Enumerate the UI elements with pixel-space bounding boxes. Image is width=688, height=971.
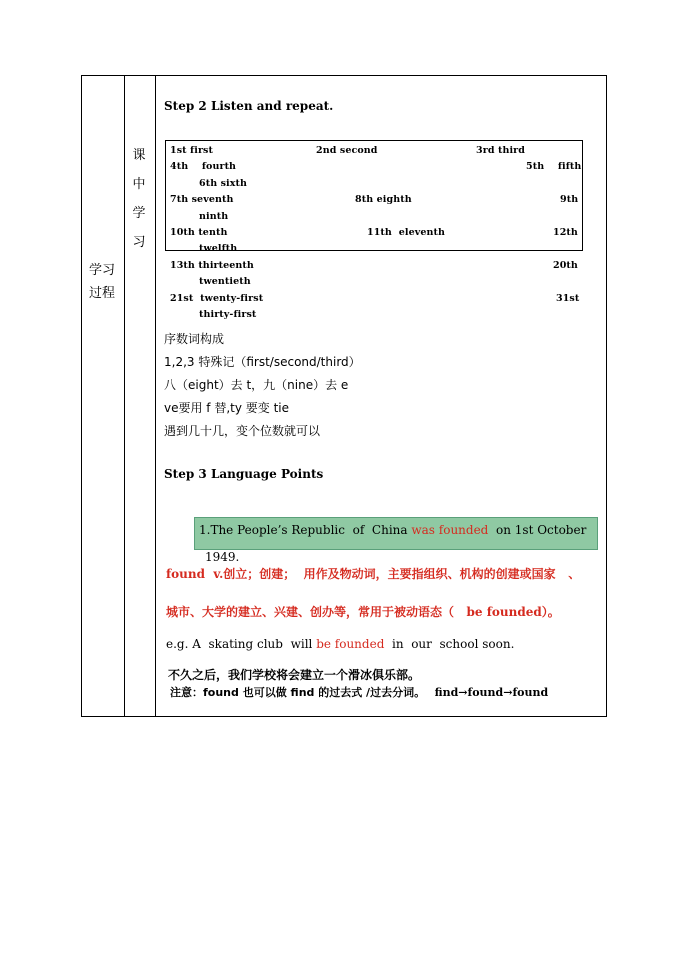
table-top-border: [81, 75, 607, 76]
table-right-border: [606, 75, 607, 717]
example-pre: e.g. A skating club will: [166, 637, 317, 651]
example-translation: 不久之后，我们学校将会建立一个滑冰俱乐部。: [168, 668, 421, 682]
ordinal-3: 3rd third: [476, 145, 526, 156]
rule-line-4: ve要用 f 替,ty 要变 tie: [164, 401, 290, 415]
table-left-border: [81, 75, 82, 717]
ordinal-8: 8th eighth: [355, 194, 412, 205]
language-point-1: [199, 523, 586, 537]
ordinal-2: 2nd second: [316, 145, 378, 156]
ordinal-10: ninth: [199, 211, 229, 222]
ordinal-6: 6th sixth: [199, 178, 248, 189]
ordinal-16: 20th: [553, 260, 578, 271]
found-definition-2: 城市、大学的建立、兴建、创办等，常用于被动语态（ be founded）。: [166, 605, 560, 619]
rule-line-1: 序数词构成: [164, 332, 225, 346]
step2-title: Step 2 Listen and repeat.: [164, 99, 334, 113]
table-col-divider-2: [155, 75, 156, 717]
note-chain: find→found→found: [434, 686, 549, 699]
ordinal-18: 21st twenty-first: [170, 293, 264, 304]
ordinal-5: 5th fifth: [526, 161, 582, 172]
ordinal-19: 31st: [556, 293, 580, 304]
section-label-1: 学习: [89, 263, 116, 278]
ordinal-15: 13th thirteenth: [170, 260, 254, 271]
ordinal-13: 12th: [553, 227, 578, 238]
subsection-label: [128, 141, 150, 257]
ordinal-20: thirty-first: [199, 309, 257, 320]
ordinal-4: 4th fourth: [170, 161, 237, 172]
ordinal-17: twentieth: [199, 276, 251, 287]
lp1-year: 1949.: [205, 550, 240, 564]
example-sentence: [166, 637, 514, 651]
lp1-pre: 1.The People’s Republic of China: [199, 523, 412, 537]
example-highlight: be founded: [316, 637, 385, 651]
note-line: [170, 684, 548, 700]
rule-line-3: 八（eight）去 t，九（nine）去 e: [164, 378, 349, 392]
subsection-char-1: 课: [132, 148, 146, 163]
ordinal-12: 11th eleventh: [367, 227, 445, 238]
note-label: 注意：found 也可以做 find 的过去式 /过去分词。: [170, 686, 426, 699]
rule-line-2: 1,2,3 特殊记（first/second/third）: [164, 355, 361, 369]
table-bottom-border: [81, 716, 607, 717]
subsection-char-4: 习: [132, 235, 146, 250]
found-definition-1: found v.创立；创建； 用作及物动词，主要指组织、机构的创建或国家 、: [166, 567, 581, 581]
lp1-post: on 1st October: [488, 523, 587, 537]
step3-title: Step 3 Language Points: [164, 467, 324, 481]
ordinal-11: 10th tenth: [170, 227, 228, 238]
ordinal-14: twelfth: [199, 243, 238, 254]
subsection-char-2: 中: [132, 177, 146, 192]
subsection-char-3: 学: [132, 206, 146, 221]
table-col-divider-1: [124, 75, 125, 717]
rule-line-5: 遇到几十几，变个位数就可以: [164, 424, 321, 438]
ordinal-7: 7th seventh: [170, 194, 234, 205]
lp1-highlight: was founded: [411, 523, 489, 537]
section-label-2: 过程: [89, 286, 116, 301]
example-post: in our school soon.: [384, 637, 515, 651]
ordinal-9: 9th: [560, 194, 579, 205]
ordinal-1: 1st first: [170, 145, 213, 156]
